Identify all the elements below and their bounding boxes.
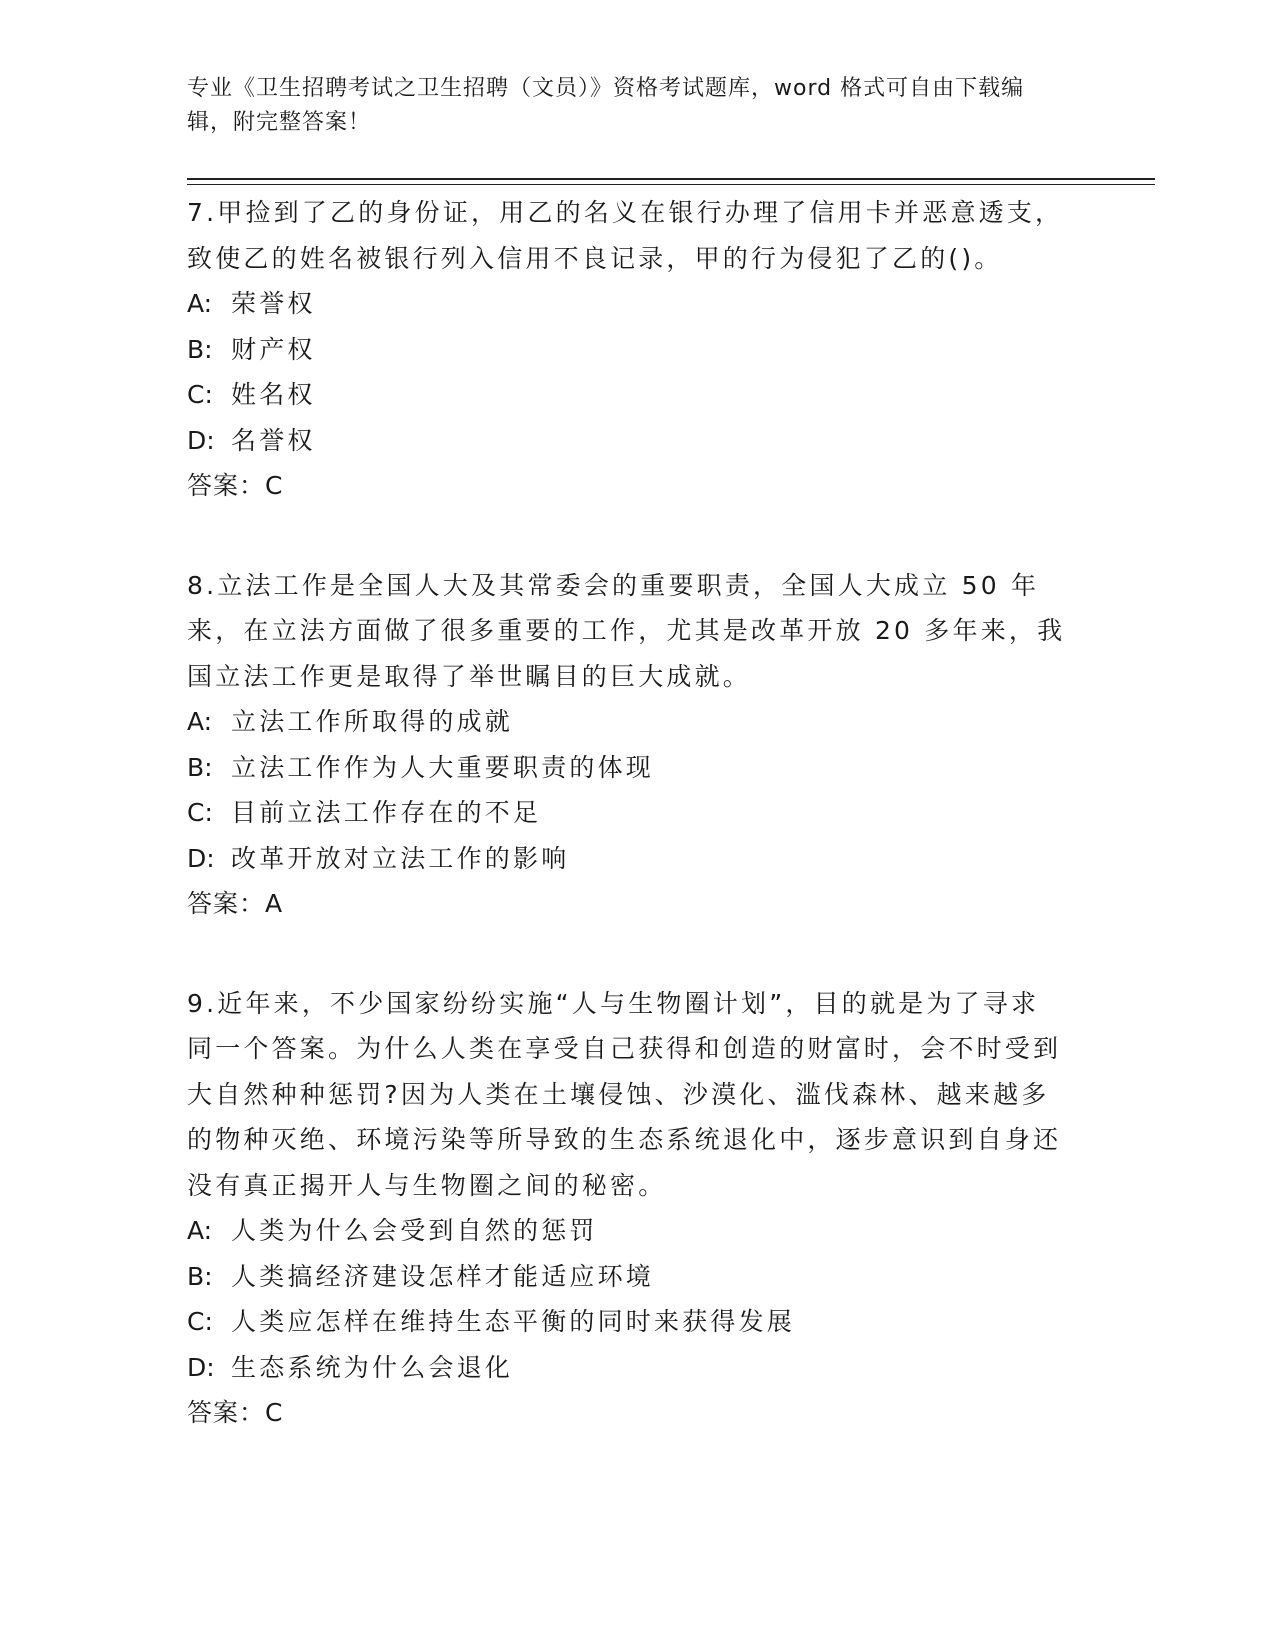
option-letter: C: xyxy=(187,798,213,827)
option-letter: C: xyxy=(187,1307,213,1336)
header-text: 专业《卫生招聘考试之卫生招聘（文员）》资格考试题库，word 格式可自由下载编辑，附完整答案！ xyxy=(187,76,1025,135)
option-letter: D: xyxy=(187,843,215,873)
option-b xyxy=(187,327,1067,373)
option-a xyxy=(187,281,1067,327)
option-text: 人类搞经济建设怎样才能适应环境 xyxy=(231,1261,655,1291)
option-b xyxy=(187,745,1067,791)
question-list xyxy=(187,190,1067,1490)
option-c xyxy=(187,790,1067,836)
option-letter: A: xyxy=(187,289,213,318)
option-text: 目前立法工作存在的不足 xyxy=(231,798,542,827)
option-text: 立法工作所取得的成就 xyxy=(231,707,514,736)
option-d xyxy=(187,1345,1067,1391)
option-a xyxy=(187,699,1067,745)
option-text: 财产权 xyxy=(231,334,316,364)
option-d xyxy=(187,418,1067,464)
question-stem: 8.立法工作是全国人大及其常委会的重要职责，全国人大成立 50 年来，在立法方面做了很多重要的工作，尤其是改革开放 20 多年来，我国立法工作更是取得了举世瞩目的巨大成就。 xyxy=(187,570,1066,691)
option-text: 人类应怎样在维持生态平衡的同时来获得发展 xyxy=(231,1307,796,1336)
option-letter: B: xyxy=(187,334,213,364)
document-header xyxy=(187,72,1067,140)
option-text: 立法工作作为人大重要职责的体现 xyxy=(231,752,655,782)
option-text: 人类为什么会受到自然的惩罚 xyxy=(231,1216,598,1245)
question-7 xyxy=(187,190,1067,509)
option-letter: D: xyxy=(187,1352,215,1382)
answer-line: 答案：C xyxy=(187,1398,284,1427)
option-text: 姓名权 xyxy=(231,380,316,409)
option-d xyxy=(187,836,1067,882)
question-9 xyxy=(187,981,1067,1436)
option-letter: D: xyxy=(187,425,215,455)
option-c xyxy=(187,372,1067,418)
option-letter: A: xyxy=(187,707,213,736)
answer-line: 答案：A xyxy=(187,889,284,918)
option-letter: C: xyxy=(187,380,213,409)
option-letter: A: xyxy=(187,1216,213,1245)
option-text: 改革开放对立法工作的影响 xyxy=(231,843,570,873)
option-text: 名誉权 xyxy=(231,425,316,455)
option-a xyxy=(187,1208,1067,1254)
option-letter: B: xyxy=(187,752,213,782)
header-divider-thin xyxy=(187,184,1155,185)
question-stem: 7.甲捡到了乙的身份证，用乙的名义在银行办理了信用卡并恶意透支，致使乙的姓名被银行列入信用不良记录，甲的行为侵犯了乙的()。 xyxy=(187,198,1064,273)
option-b xyxy=(187,1254,1067,1300)
option-letter: B: xyxy=(187,1261,213,1291)
option-text: 生态系统为什么会退化 xyxy=(231,1352,514,1382)
question-stem: 9.近年来，不少国家纷纷实施“人与生物圈计划”，目的就是为了寻求同一个答案。为什么人类在享受自己获得和创造的财富时，会不时受到大自然种种惩罚?因为人类在土壤侵蚀、沙漠化、滥伐森林、越来越多的物种灭绝、环境污染等所导致的生态系统退化中，逐步意识到自身还没有真正揭开人与生物圈之间的秘密。 xyxy=(187,988,1062,1200)
option-text: 荣誉权 xyxy=(231,289,316,318)
answer-line: 答案：C xyxy=(187,471,284,500)
question-8 xyxy=(187,563,1067,927)
option-c xyxy=(187,1299,1067,1345)
header-divider-thick xyxy=(187,178,1155,180)
